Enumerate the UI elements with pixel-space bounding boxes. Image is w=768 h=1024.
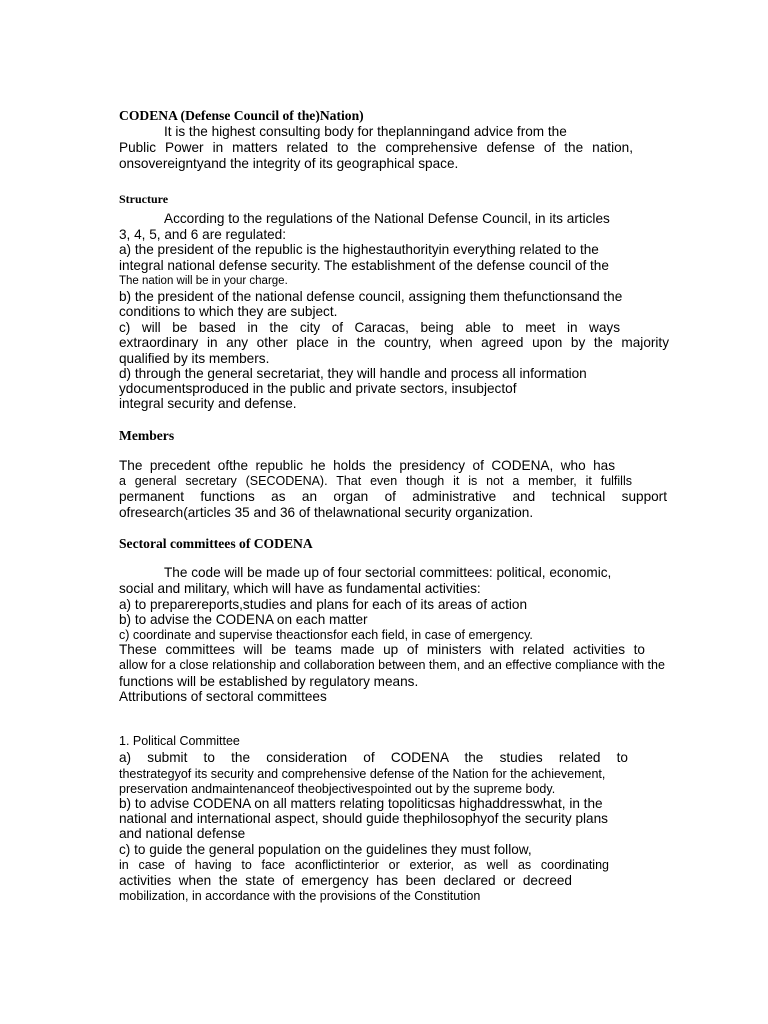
political-line: activities when the state of emergency has been declared or decreed — [119, 873, 572, 888]
structure-line: a) the president of the republic is the highestauthorityin everything related to the — [119, 242, 599, 257]
structure-line: The nation will be in your charge. — [119, 275, 288, 287]
members-line: ofresearch(articles 35 and 36 of thelawnational security organization. — [119, 505, 534, 520]
political-line: mobilization, in accordance with the provisions of the Constitution — [119, 889, 481, 903]
political-line: c) to guide the general population on the guidelines they must follow, — [119, 842, 532, 857]
structure-line: integral security and defense. — [119, 396, 297, 411]
structure-line: qualified by its members. — [119, 351, 270, 366]
structure-line: integral national defense security. The establishment of the defense council of the — [119, 258, 609, 273]
structure-line: 3, 4, 5, and 6 are regulated: — [119, 227, 287, 242]
structure-line: b) the president of the national defense council, assigning them thefunctionsand the — [119, 289, 623, 304]
sectoral-line: a) to preparereports,studies and plans for each of its areas of action — [119, 597, 528, 612]
intro-line: Public Power in matters related to the comprehensive defense of the nation, — [119, 140, 633, 155]
political-line: national and international aspect, should guide thephilosophyof the security plans — [119, 811, 608, 826]
sectoral-heading: Sectoral committees of CODENA — [119, 536, 313, 551]
political-line: in case of having to face aconflictinterior or exterior, as well as coordinating — [119, 858, 609, 872]
sectoral-line: allow for a close relationship and collaboration between them, and an effective compliance with the — [119, 658, 665, 672]
structure-line: d) through the general secretariat, they will handle and process all information — [119, 366, 587, 381]
sectoral-line: Attributions of sectoral committees — [119, 689, 327, 704]
members-line: The precedent ofthe republic he holds the presidency of CODENA, who has — [119, 458, 615, 473]
political-line: thestrategyof its security and comprehensive defense of the Nation for the achievement, — [119, 767, 606, 781]
structure-heading: Structure — [119, 192, 169, 206]
members-line: a general secretary (SECODENA). That even though it is not a member, it fulfills — [119, 474, 632, 488]
intro-line: It is the highest consulting body for theplanningand advice from the — [164, 124, 567, 139]
political-line: and national defense — [119, 826, 246, 841]
sectoral-line: The code will be made up of four sectorial committees: political, economic, — [164, 565, 612, 580]
political-heading: 1. Political Committee — [119, 734, 240, 748]
members-heading: Members — [119, 428, 175, 443]
structure-line: ydocumentsproduced in the public and private sectors, insubjectof — [119, 381, 517, 396]
sectoral-line: These committees will be teams made up of ministers with related activities to — [119, 642, 645, 657]
political-line: b) to advise CODENA on all matters relating topoliticsas highaddresswhat, in the — [119, 796, 603, 811]
political-line: a) submit to the consideration of CODENA the studies related to — [119, 750, 628, 765]
structure-line: conditions to which they are subject. — [119, 304, 338, 319]
structure-line: According to the regulations of the National Defense Council, in its articles — [164, 211, 610, 226]
political-line: preservation andmaintenanceof theobjectivespointed out by the supreme body. — [119, 782, 556, 796]
sectoral-line: c) coordinate and supervise theactionsfor each field, in case of emergency. — [119, 628, 533, 642]
intro-line: onsovereigntyand the integrity of its geographical space. — [119, 156, 459, 171]
sectoral-line: social and military, which will have as fundamental activities: — [119, 581, 481, 596]
sectoral-line: functions will be established by regulatory means. — [119, 674, 419, 689]
structure-line: c) will be based in the city of Caracas, being able to meet in ways — [119, 320, 620, 335]
document-title: CODENA (Defense Council of the)Nation) — [119, 108, 364, 123]
sectoral-line: b) to advise the CODENA on each matter — [119, 612, 368, 627]
structure-line: extraordinary in any other place in the country, when agreed upon by the majority — [119, 335, 669, 350]
members-line: permanent functions as an organ of administrative and technical support — [119, 489, 667, 504]
